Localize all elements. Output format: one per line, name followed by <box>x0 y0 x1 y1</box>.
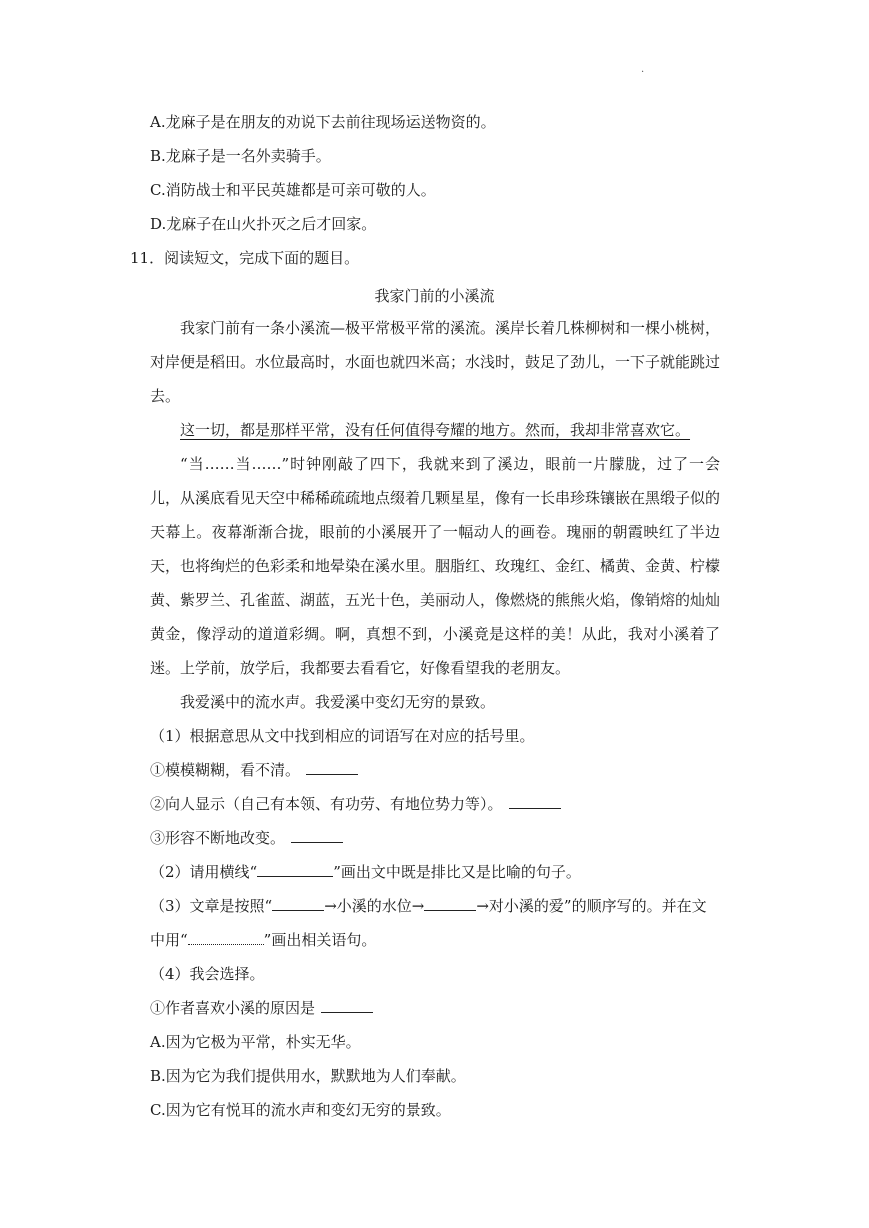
underlined-sentence: 这一切，都是那样平常，没有任何值得夸耀的地方。然而，我却非常喜欢它。 <box>180 421 691 439</box>
sub-question-2: （2）请用横线“ ”画出文中既是排比又是比喻的句子。 <box>150 863 581 881</box>
passage-paragraph-2 <box>150 413 720 447</box>
sub-question-1-item-1: ①模模糊糊，看不清。 <box>150 760 358 780</box>
sub-question-4-stem: ①作者喜欢小溪的原因是 <box>150 998 373 1018</box>
choice-c: C.因为它有悦耳的流水声和变幻无穷的景致。 <box>150 1101 451 1119</box>
answer-blank[interactable] <box>291 828 343 843</box>
dotted-underline-sample <box>188 930 264 945</box>
sub-question-3: （3）文章是按照“ →小溪的水位→ →对小溪的爱”的顺序写的。并在文 <box>150 897 707 915</box>
header-dot: . <box>641 64 645 75</box>
choice-b: B.因为它为我们提供用水，默默地为人们奉献。 <box>150 1067 466 1085</box>
sub-question-1-item-2: ②向人显示（自己有本领、有功劳、有地位势力等）。 <box>150 794 561 814</box>
sub-question-3-continued: 中用“ ”画出相关语句。 <box>150 931 377 949</box>
passage-paragraph-4: 我爱溪中的流水声。我爱溪中变幻无穷的景致。 <box>180 693 496 711</box>
answer-blank[interactable] <box>272 896 324 911</box>
option-d: D.龙麻子在山火扑灭之后才回家。 <box>150 215 377 233</box>
answer-blank[interactable] <box>321 998 373 1013</box>
option-c: C.消防战士和平民英雄都是可亲可敬的人。 <box>150 181 436 199</box>
question-11-prompt: 11．阅读短文，完成下面的题目。 <box>130 249 360 267</box>
option-a: A.龙麻子是在朋友的劝说下去前往现场运送物资的。 <box>150 113 496 131</box>
option-b: B.龙麻子是一名外卖骑手。 <box>150 147 331 165</box>
answer-blank[interactable] <box>424 896 476 911</box>
passage-paragraph-1: 我家门前有一条小溪流—极平常极平常的溪流。溪岸长着几株柳树和一棵小桃树，对岸便是稻田。水位最高时，水面也就四米高；水浅时，鼓足了劲儿，一下子就能跳过去。 <box>150 319 721 405</box>
passage-paragraph-3: “当……当……”时钟刚敲了四下，我就来到了溪边，眼前一片朦胧，过了一会儿，从溪底看见天空中稀稀疏疏地点缀着几颗星星，像有一长串珍珠镶嵌在黑缎子似的天幕上。夜幕渐渐合拢，眼前的小溪展开了一幅动人的画卷。瑰丽的朝霞映红了半边天，也将绚烂的色彩柔和地晕染在溪水里。胭脂红、玫瑰红、金红、橘黄、金黄、柠檬黄、紫罗兰、孔雀蓝、湖蓝，五光十色，美丽动人，像燃烧的熊熊火焰，像销熔的灿灿黄金，像浮动的道道彩绸。啊，真想不到，小溪竟是这样的美！从此，我对小溪着了迷。上学前，放学后，我都要去看看它，好像看望我的老朋友。 <box>150 455 721 677</box>
answer-blank[interactable] <box>306 760 358 775</box>
solid-underline-sample <box>257 862 333 877</box>
sub-question-4: （4）我会选择。 <box>150 965 265 983</box>
sub-question-1: （1）根据意思从文中找到相应的词语写在对应的括号里。 <box>150 727 535 745</box>
sub-question-1-item-3: ③形容不断地改变。 <box>150 828 343 848</box>
answer-blank[interactable] <box>509 794 561 809</box>
choice-a: A.因为它极为平常，朴实无华。 <box>150 1033 361 1051</box>
passage-title: 我家门前的小溪流 <box>374 287 495 305</box>
